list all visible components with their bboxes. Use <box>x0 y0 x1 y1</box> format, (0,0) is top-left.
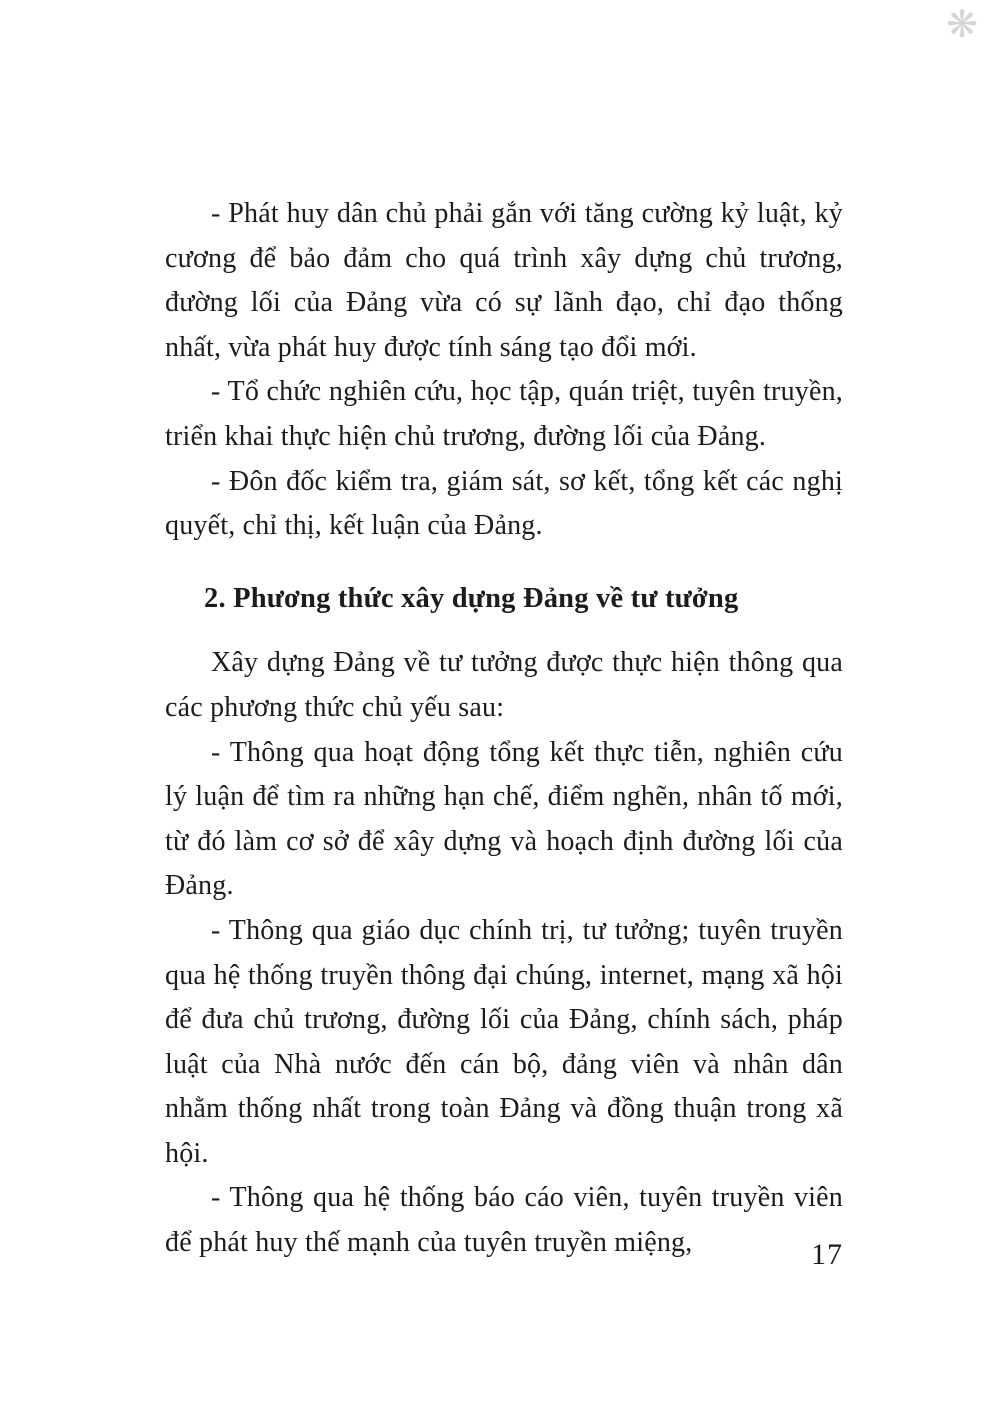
paragraph-thong-qua-giao-duc: - Thông qua giáo dục chính trị, tư tưởng; tuyên truyền qua hệ thống truyền thông đại chúng, internet, mạng xã hội để đưa chủ trương, đường lối của Đảng, chính sách, pháp luật của Nhà nước đến cán bộ, đảng viên và nhân dân nhằm thống nhất trong toàn Đảng và đồng thuận trong xã hội. <box>165 914 843 1169</box>
flower-ornament-icon: ❋ <box>946 4 978 46</box>
paragraph-phat-huy-dan-chu: - Phát huy dân chủ phải gắn với tăng cường kỷ luật, kỷ cương để bảo đảm cho quá trình xây dựng chủ trương, đường lối của Đảng vừa có sự lãnh đạo, chỉ đạo thống nhất, vừa phát huy được tính sáng tạo đổi mới. <box>165 198 843 363</box>
paragraph-don-doc-kiem-tra: - Đôn đốc kiểm tra, giám sát, sơ kết, tổng kết các nghị quyết, chỉ thị, kết luận của Đảng. <box>165 465 843 542</box>
paragraph-thong-qua-he-thong: - Thông qua hệ thống báo cáo viên, tuyên truyền viên để phát huy thế mạnh của tuyên truyền miệng, <box>165 1182 843 1259</box>
paragraph-to-chuc-nghien-cuu: - Tổ chức nghiên cứu, học tập, quán triệt, tuyên truyền, triển khai thực hiện chủ trương, đường lối của Đảng. <box>165 376 843 452</box>
paragraph-thong-qua-hoat-dong: - Thông qua hoạt động tổng kết thực tiễn, nghiên cứu lý luận để tìm ra những hạn chế, điểm nghẽn, nhân tố mới, từ đó làm cơ sở để xây dựng và hoạch định đường lối của Đảng. <box>165 736 843 902</box>
page-number: 17 <box>811 1238 843 1271</box>
paragraph-xay-dung-dang: Xây dựng Đảng về tư tưởng được thực hiện thông qua các phương thức chủ yếu sau: <box>165 647 843 723</box>
page-content <box>165 192 843 1266</box>
section-heading: 2. Phương thức xây dựng Đảng về tư tưởng <box>204 582 739 614</box>
